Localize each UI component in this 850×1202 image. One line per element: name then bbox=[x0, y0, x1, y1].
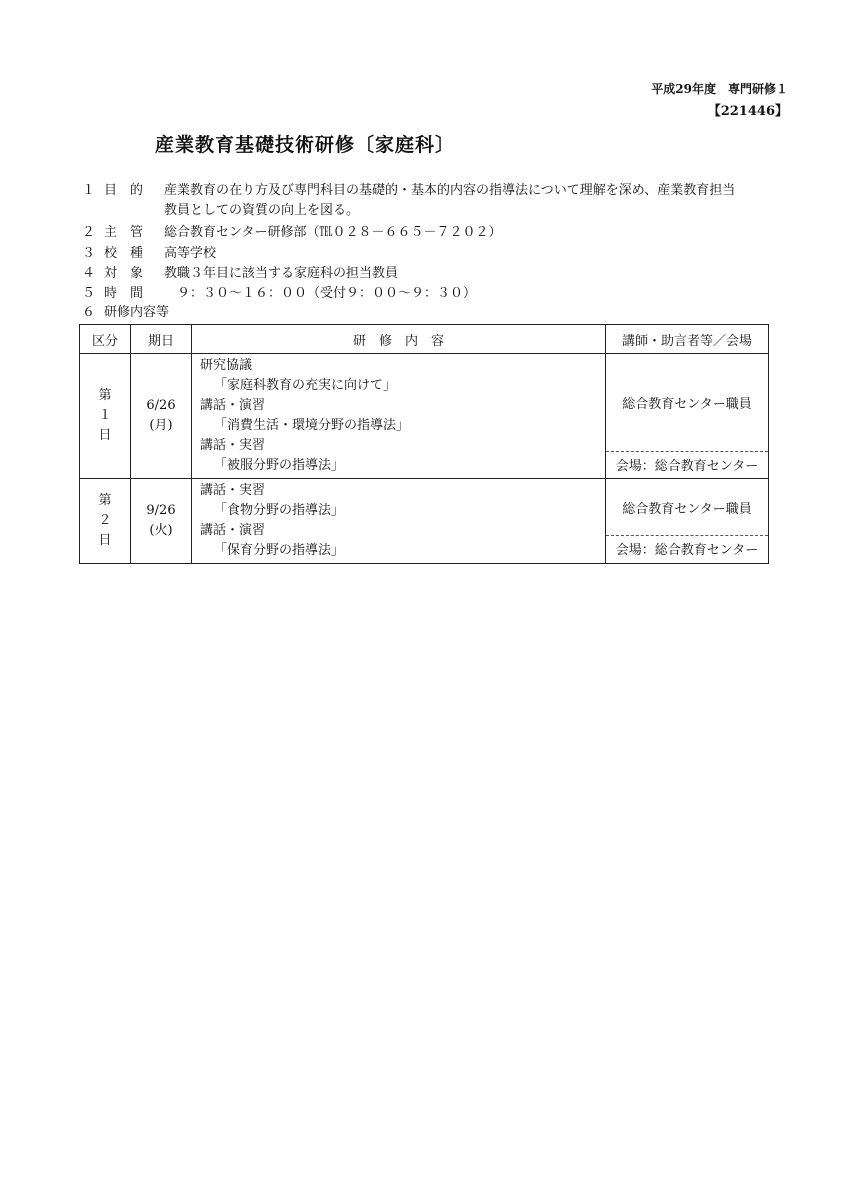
lecturer-name: 総合教育センター職員 bbox=[606, 479, 768, 536]
item-organizer: ２ 主 管 総合教育センター研修部（℡０２８－６６５－７２０２） bbox=[82, 225, 502, 240]
table-header-row bbox=[80, 325, 769, 354]
venue-name: 会場：総合教育センター bbox=[615, 458, 759, 474]
item-time: ５ 時 間 ９：３０～１６：００（受付９：００～９：３０） bbox=[82, 286, 477, 301]
schedule-table bbox=[79, 324, 769, 564]
col-content: 研 修 内 容 bbox=[192, 325, 606, 354]
date-cell: 9/26 (火) bbox=[131, 479, 192, 564]
table-row bbox=[80, 354, 769, 479]
page-title: 産業教育基礎技術研修〔家庭科〕 bbox=[155, 134, 456, 156]
lecturer-cell bbox=[606, 354, 769, 479]
table-row bbox=[80, 479, 769, 564]
content-cell: 研究協議 「家庭科教育の充実に向けて」 講話・演習 「消費生活・環境分野の指導法」 講話・実習 「被服分野の指導法」 bbox=[192, 354, 606, 479]
lecturer-cell bbox=[606, 479, 769, 564]
lecturer-name: 総合教育センター職員 bbox=[606, 354, 768, 452]
purpose-text-1: 産業教育の在り方及び専門科目の基礎的・基本的内容の指導法について理解を深め、産業教育担当 bbox=[164, 183, 736, 198]
item-target: ４ 対 象 教職３年目に該当する家庭科の担当教員 bbox=[82, 266, 399, 281]
day-cell: 第 １ 日 bbox=[80, 354, 131, 479]
day-cell: 第 ２ 日 bbox=[80, 479, 131, 564]
item-purpose: １ 目 的 産業教育の在り方及び専門科目の基礎的・基本的内容の指導法について理解を深め、産業教育担当 教員としての資質の向上を図る。 bbox=[82, 183, 736, 218]
course-code: 【221446】 bbox=[707, 104, 788, 119]
item-contents: ６ 研修内容等 bbox=[82, 305, 170, 320]
date-cell: 6/26 (月) bbox=[131, 354, 192, 479]
col-date: 期日 bbox=[131, 325, 192, 354]
year-label: 平成29年度 専門研修１ bbox=[651, 82, 788, 96]
col-kubun: 区分 bbox=[80, 325, 131, 354]
item-school-type: ３ 校 種 高等学校 bbox=[82, 246, 217, 261]
venue-name: 会場：総合教育センター bbox=[615, 542, 759, 558]
col-lecturer: 講師・助言者等／会場 bbox=[606, 325, 769, 354]
content-cell: 講話・実習 「食物分野の指導法」 講話・演習 「保育分野の指導法」 bbox=[192, 479, 606, 564]
purpose-text-2: 教員としての資質の向上を図る。 bbox=[164, 203, 360, 218]
